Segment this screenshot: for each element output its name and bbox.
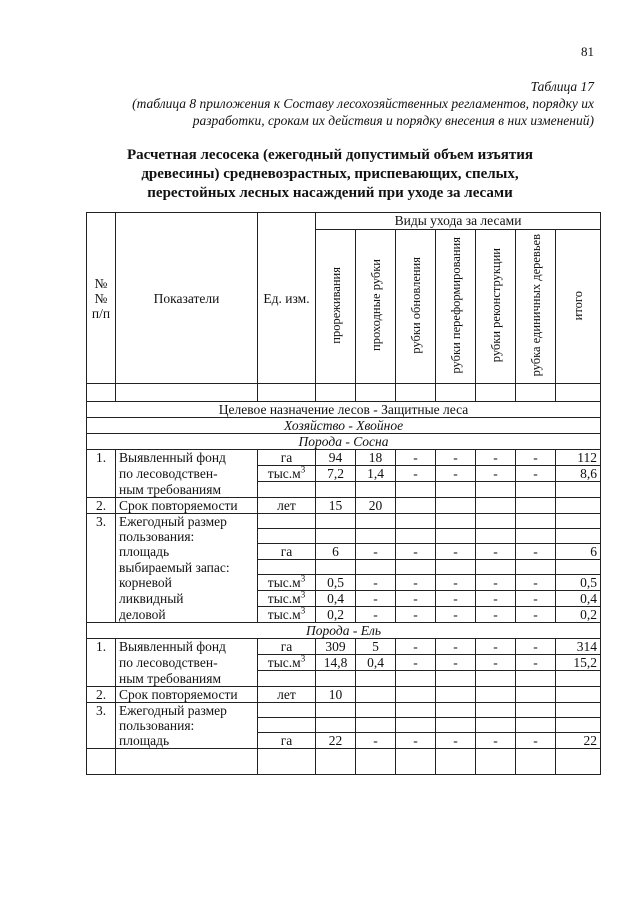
forest-table: [86, 212, 601, 775]
row-value: -: [356, 544, 396, 560]
row-value: -: [396, 575, 436, 591]
row-value: 22: [316, 733, 356, 749]
row-value: [556, 702, 601, 718]
row-value: [436, 718, 476, 733]
header-col-6: [556, 230, 601, 384]
row-value: -: [436, 544, 476, 560]
cubic-exponent: 3: [300, 605, 306, 616]
row-value: -: [436, 607, 476, 623]
row-value: [356, 529, 396, 544]
row-num: 1.: [87, 450, 116, 466]
header-col-label: рубки реконструкции: [488, 248, 503, 363]
row-value: 0,5: [316, 575, 356, 591]
row-value: [516, 529, 556, 544]
row-value: [476, 497, 516, 513]
row-value: [436, 560, 476, 575]
species-pine: Порода - Сосна: [87, 434, 601, 450]
row-value: 0,4: [356, 655, 396, 671]
row-value: [396, 702, 436, 718]
table-row: [87, 497, 601, 513]
row-num: [87, 544, 116, 560]
row-value: [436, 529, 476, 544]
row-value: -: [396, 544, 436, 560]
row-value: [316, 702, 356, 718]
row-value: [356, 513, 396, 529]
row-value: [316, 513, 356, 529]
row-value: [316, 560, 356, 575]
row-unit: [258, 529, 316, 544]
row-value: [556, 686, 601, 702]
row-unit: [258, 702, 316, 718]
row-num: [87, 575, 116, 591]
table-row: [87, 529, 601, 544]
row-num: [87, 718, 116, 733]
table-row: [87, 702, 601, 718]
row-value: 22: [556, 733, 601, 749]
row-unit: $тыс.м^3$: [258, 575, 316, 591]
row-value: [476, 702, 516, 718]
header-group: Виды ухода за лесами: [316, 213, 601, 230]
header-unit: Ед. изм.: [258, 213, 316, 384]
row-value: 0,2: [556, 607, 601, 623]
table-row: [87, 544, 601, 560]
row-label: площадь: [116, 544, 258, 560]
row-value: -: [396, 639, 436, 655]
row-value: 15: [316, 497, 356, 513]
row-value: [436, 686, 476, 702]
row-value: [516, 482, 556, 498]
row-value: -: [396, 591, 436, 607]
row-unit: га: [258, 544, 316, 560]
row-value: -: [476, 733, 516, 749]
row-value: -: [396, 655, 436, 671]
row-value: 10: [316, 686, 356, 702]
table-row: [87, 560, 601, 575]
row-num: 1.: [87, 639, 116, 655]
header-num: №№ п/п: [87, 213, 116, 384]
row-value: 94: [316, 450, 356, 466]
row-value: [516, 702, 556, 718]
row-value: [316, 482, 356, 498]
row-value: -: [476, 591, 516, 607]
row-value: -: [436, 639, 476, 655]
row-value: [356, 686, 396, 702]
row-value: [436, 497, 476, 513]
row-value: [316, 718, 356, 733]
row-value: [396, 718, 436, 733]
row-num: 2.: [87, 497, 116, 513]
row-label: ным требованиям: [116, 482, 258, 498]
row-value: 0,4: [556, 591, 601, 607]
row-value: -: [476, 607, 516, 623]
row-label: деловой: [116, 607, 258, 623]
row-value: [436, 702, 476, 718]
row-unit: [258, 560, 316, 575]
row-value: [556, 671, 601, 687]
row-value: [436, 482, 476, 498]
species-spruce: Порода - Ель: [87, 623, 601, 639]
row-value: -: [396, 733, 436, 749]
row-num: [87, 529, 116, 544]
header-col-1: [356, 230, 396, 384]
table-row: [87, 513, 601, 529]
row-unit: [258, 671, 316, 687]
row-label: по лесоводствен-: [116, 655, 258, 671]
row-value: -: [476, 655, 516, 671]
row-value: [476, 671, 516, 687]
row-value: -: [516, 466, 556, 482]
row-num: [87, 466, 116, 482]
header-col-label: рубки обновления: [408, 256, 423, 354]
row-value: [516, 513, 556, 529]
header-indicator: Показатели: [116, 213, 258, 384]
table-caption: (таблица 8 приложения к Составу лесохозяйственных регламентов, порядку их разработки, срокам их действия и порядку внесения в них изменений): [132, 96, 594, 128]
row-value: -: [436, 733, 476, 749]
row-label: площадь: [116, 733, 258, 749]
row-value: [316, 671, 356, 687]
row-value: 18: [356, 450, 396, 466]
row-value: 314: [556, 639, 601, 655]
row-value: [356, 702, 396, 718]
header-col-label: прореживания: [328, 266, 343, 344]
table-row: [87, 591, 601, 607]
row-value: -: [396, 466, 436, 482]
row-label: Ежегодный размер: [116, 513, 258, 529]
row-num: [87, 733, 116, 749]
row-value: -: [476, 639, 516, 655]
row-value: [516, 560, 556, 575]
row-value: [356, 671, 396, 687]
header-col-5: [516, 230, 556, 384]
page-number: 81: [581, 44, 594, 59]
table-row: [87, 655, 601, 671]
row-value: -: [476, 450, 516, 466]
row-value: [476, 513, 516, 529]
row-value: [556, 482, 601, 498]
row-value: -: [436, 591, 476, 607]
row-unit: га: [258, 733, 316, 749]
row-value: -: [356, 607, 396, 623]
row-value: -: [436, 655, 476, 671]
row-unit: [258, 482, 316, 498]
subsection-title: Хозяйство - Хвойное: [87, 418, 601, 434]
row-label: по лесоводствен-: [116, 466, 258, 482]
table-row: [87, 575, 601, 591]
table-row: [87, 639, 601, 655]
row-value: 15,2: [556, 655, 601, 671]
row-value: [556, 513, 601, 529]
row-num: 3.: [87, 513, 116, 529]
row-value: [516, 671, 556, 687]
row-label: выбираемый запас:: [116, 560, 258, 575]
row-label: Выявленный фонд: [116, 639, 258, 655]
table-row: [87, 607, 601, 623]
row-num: [87, 655, 116, 671]
row-value: 20: [356, 497, 396, 513]
row-value: -: [356, 575, 396, 591]
row-value: [316, 529, 356, 544]
row-unit: $тыс.м^3$: [258, 607, 316, 623]
row-unit: лет: [258, 497, 316, 513]
row-value: 1,4: [356, 466, 396, 482]
table-row: [87, 671, 601, 687]
table-label: Таблица 17: [530, 79, 594, 94]
header-col-label: проходные рубки: [368, 259, 383, 352]
row-value: [516, 718, 556, 733]
row-num: [87, 482, 116, 498]
row-value: -: [476, 544, 516, 560]
row-unit: га: [258, 639, 316, 655]
row-value: [476, 686, 516, 702]
row-value: -: [516, 575, 556, 591]
row-value: [436, 513, 476, 529]
table-row: [87, 733, 601, 749]
header-col-3: [436, 230, 476, 384]
row-value: 0,4: [316, 591, 356, 607]
row-value: -: [516, 607, 556, 623]
row-label: Срок повторяемости: [116, 497, 258, 513]
row-num: [87, 560, 116, 575]
header-col-2: [396, 230, 436, 384]
row-value: -: [436, 450, 476, 466]
cubic-exponent: 3: [300, 653, 306, 664]
row-value: [396, 497, 436, 513]
header-col-label: рубка единичных деревьев: [528, 234, 543, 377]
row-unit: $тыс.м^3$: [258, 591, 316, 607]
row-value: -: [396, 607, 436, 623]
row-value: [396, 686, 436, 702]
table-row: [87, 718, 601, 733]
row-value: 0,5: [556, 575, 601, 591]
row-value: -: [436, 466, 476, 482]
row-value: [556, 497, 601, 513]
table-row: [87, 466, 601, 482]
row-value: -: [516, 591, 556, 607]
row-label: пользования:: [116, 529, 258, 544]
row-unit: лет: [258, 686, 316, 702]
row-label: ликвидный: [116, 591, 258, 607]
row-value: [396, 529, 436, 544]
row-value: -: [516, 544, 556, 560]
row-value: [556, 560, 601, 575]
header-col-4: [476, 230, 516, 384]
row-unit: [258, 718, 316, 733]
cubic-exponent: 3: [300, 464, 306, 475]
row-value: -: [516, 733, 556, 749]
cubic-exponent: 3: [300, 573, 306, 584]
row-unit: [258, 513, 316, 529]
row-label: корневой: [116, 575, 258, 591]
row-value: 6: [316, 544, 356, 560]
row-label: ным требованиям: [116, 671, 258, 687]
row-value: [476, 560, 516, 575]
header-col-0: [316, 230, 356, 384]
row-value: -: [356, 733, 396, 749]
row-value: [396, 671, 436, 687]
row-value: 0,2: [316, 607, 356, 623]
row-num: 2.: [87, 686, 116, 702]
row-value: [516, 497, 556, 513]
row-value: -: [396, 450, 436, 466]
row-unit: $тыс.м^3$: [258, 655, 316, 671]
row-value: [356, 482, 396, 498]
row-value: [476, 529, 516, 544]
table-row: [87, 686, 601, 702]
document-title: Расчетная лесосека (ежегодный допустимый объем изъятия древесины) средневозрастных, приспевающих, спелых, перестойных лесных насаждений при уходе за лесами: [126, 147, 534, 201]
row-value: [396, 560, 436, 575]
table-row: [87, 482, 601, 498]
row-value: [476, 718, 516, 733]
header-col-label: итого: [571, 290, 586, 320]
row-value: [436, 671, 476, 687]
row-value: [356, 560, 396, 575]
section-title: Целевое назначение лесов - Защитные леса: [87, 402, 601, 418]
row-value: -: [356, 591, 396, 607]
row-value: [356, 718, 396, 733]
row-value: [556, 718, 601, 733]
row-value: [556, 529, 601, 544]
row-value: [396, 482, 436, 498]
row-value: [516, 686, 556, 702]
row-unit: $тыс.м^3$: [258, 466, 316, 482]
row-value: -: [436, 575, 476, 591]
row-num: [87, 607, 116, 623]
row-num: [87, 591, 116, 607]
header-col-label: рубки переформирования: [448, 236, 463, 374]
row-label: пользования:: [116, 718, 258, 733]
row-label: Срок повторяемости: [116, 686, 258, 702]
row-label: Выявленный фонд: [116, 450, 258, 466]
cubic-exponent: 3: [300, 589, 306, 600]
row-value: -: [476, 575, 516, 591]
row-value: -: [516, 450, 556, 466]
row-value: 7,2: [316, 466, 356, 482]
row-num: [87, 671, 116, 687]
row-value: 6: [556, 544, 601, 560]
row-value: 309: [316, 639, 356, 655]
row-value: -: [476, 466, 516, 482]
row-value: 5: [356, 639, 396, 655]
row-value: -: [516, 639, 556, 655]
row-value: 8,6: [556, 466, 601, 482]
row-value: [396, 513, 436, 529]
row-value: -: [516, 655, 556, 671]
row-label: Ежегодный размер: [116, 702, 258, 718]
row-value: [476, 482, 516, 498]
table-row: [87, 450, 601, 466]
row-value: 14,8: [316, 655, 356, 671]
row-value: 112: [556, 450, 601, 466]
row-num: 3.: [87, 702, 116, 718]
row-unit: га: [258, 450, 316, 466]
